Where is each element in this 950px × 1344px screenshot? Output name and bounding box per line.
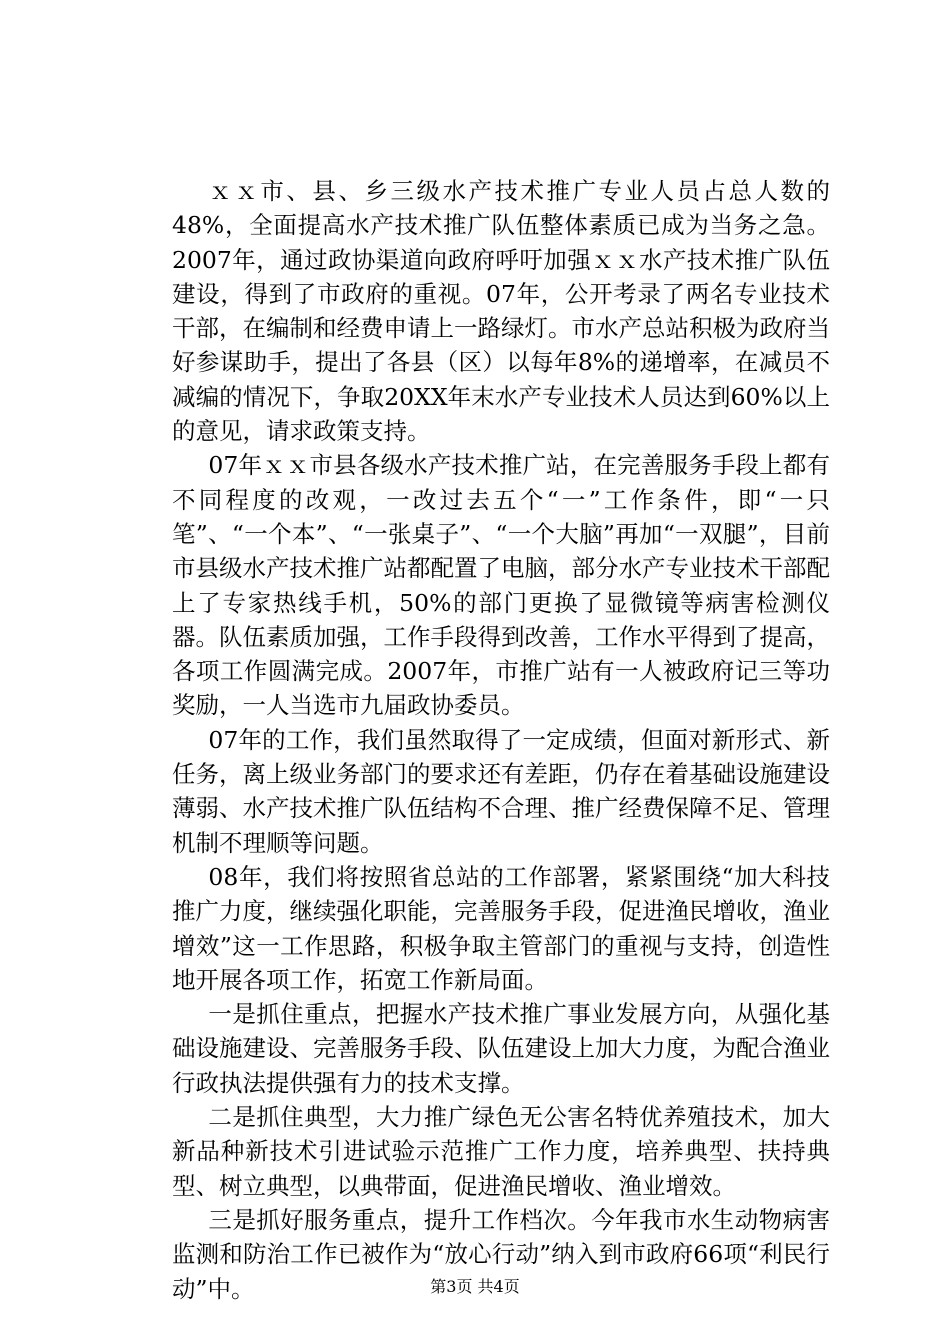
paragraph-6: 二是抓住典型，大力推广绿色无公害名特优养殖技术，加大新品种新技术引进试验示范推广工作力度，培养典型、扶持典型、树立典型，以典带面，促进渔民增收、渔业增效。 bbox=[172, 1103, 830, 1200]
document-body bbox=[172, 174, 830, 1306]
paragraph-2: 07年ｘｘ市县各级水产技术推广站，在完善服务手段上都有不同程度的改观，一改过去五个“一”工作条件，即“一只笔”、“一个本”、“一张桌子”、“一个大脑”再加“一双腿”，目前市县级水产技术推广站都配置了电脑，部分水产专业技术干部配上了专家热线手机，50%的部门更换了显微镜等病害检测仪器。队伍素质加强，工作手段得到改善，工作水平得到了提高，各项工作圆满完成。2007年，市推广站有一人被政府记三等功奖励，一人当选市九届政协委员。 bbox=[172, 451, 830, 720]
paragraph-5: 一是抓住重点，把握水产技术推广事业发展方向，从强化基础设施建设、完善服务手段、队伍建设上加大力度，为配合渔业行政执法提供强有力的技术支撑。 bbox=[172, 1000, 830, 1097]
paragraph-7: 三是抓好服务重点，提升工作档次。今年我市水生动物病害监测和防治工作已被作为“放心行动”纳入到市政府66项“利民行动”中。 bbox=[172, 1205, 830, 1303]
page-footer bbox=[0, 1277, 950, 1297]
paragraph-4: 08年，我们将按照省总站的工作部署，紧紧围绕“加大科技推广力度，继续强化职能，完善服务手段，促进渔民增收，渔业增效”这一工作思路，积极争取主管部门的重视与支持，创造性地开展各项工作，拓宽工作新局面。 bbox=[172, 862, 830, 994]
page-number-label: 第3页 共4页 bbox=[430, 1277, 520, 1296]
paragraph-3: 07年的工作，我们虽然取得了一定成绩，但面对新形式、新任务，离上级业务部门的要求还有差距，仍存在着基础设施建设薄弱、水产技术推广队伍结构不合理、推广经费保障不足、管理机制不理顺等问题。 bbox=[172, 725, 830, 857]
paragraph-1: ｘｘ市、县、乡三级水产技术推广专业人员占总人数的48%，全面提高水产技术推广队伍整体素质已成为当务之急。2007年，通过政协渠道向政府呼吁加强ｘｘ水产技术推广队伍建设，得到了市政府的重视。07年，公开考录了两名专业技术干部，在编制和经费申请上一路绿灯。市水产总站积极为政府当好参谋助手，提出了各县（区）以每年8%的递增率，在减员不减编的情况下，争取20XX年末水产专业技术人员达到60%以上的意见，请求政策支持。 bbox=[172, 177, 830, 446]
